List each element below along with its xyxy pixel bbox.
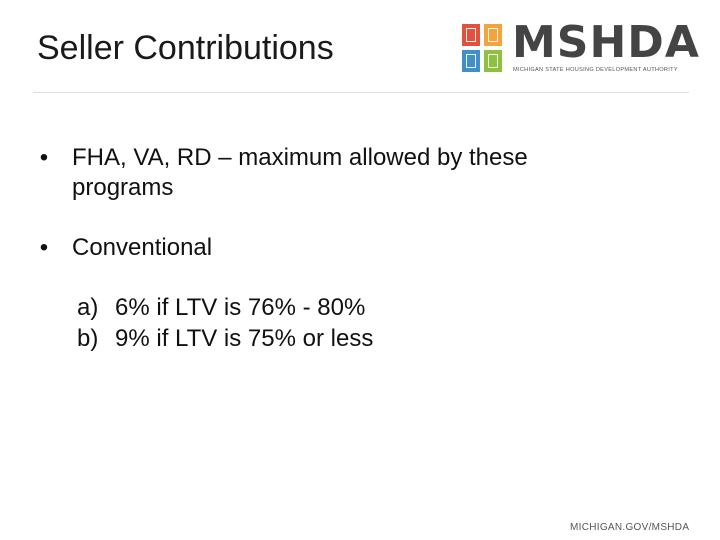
bullet-marker: •	[39, 144, 49, 171]
title-divider	[33, 92, 689, 93]
slide-title: Seller Contributions	[37, 29, 334, 67]
mshda-logo	[462, 17, 700, 76]
sub-item-text: 6% if LTV is 76% - 80%	[115, 294, 366, 321]
footer-url: MICHIGAN.GOV/MSHDA	[570, 522, 690, 533]
logo-square-green	[484, 50, 502, 72]
sub-item	[77, 323, 373, 354]
logo-wordmark: MSHDA	[512, 17, 700, 68]
sub-item-marker: b)	[77, 325, 99, 352]
sub-item-marker: a)	[77, 294, 99, 321]
bullet-text: FHA, VA, RD – maximum allowed by these programs	[72, 144, 528, 201]
bullet-marker: •	[39, 234, 49, 261]
bullet-item	[34, 233, 674, 263]
logo-square-red	[462, 24, 480, 46]
logo-squares-icon	[462, 24, 504, 74]
sub-item-text: 9% if LTV is 75% or less	[115, 325, 374, 352]
sub-list	[77, 292, 373, 354]
bullet-list	[34, 143, 674, 263]
logo-square-blue	[462, 50, 480, 72]
logo-square-orange	[484, 24, 502, 46]
bullet-item	[34, 143, 674, 203]
bullet-text: Conventional	[72, 234, 213, 261]
logo-tagline: MICHIGAN STATE HOUSING DEVELOPMENT AUTHORITY	[513, 67, 678, 73]
sub-item	[77, 292, 373, 323]
